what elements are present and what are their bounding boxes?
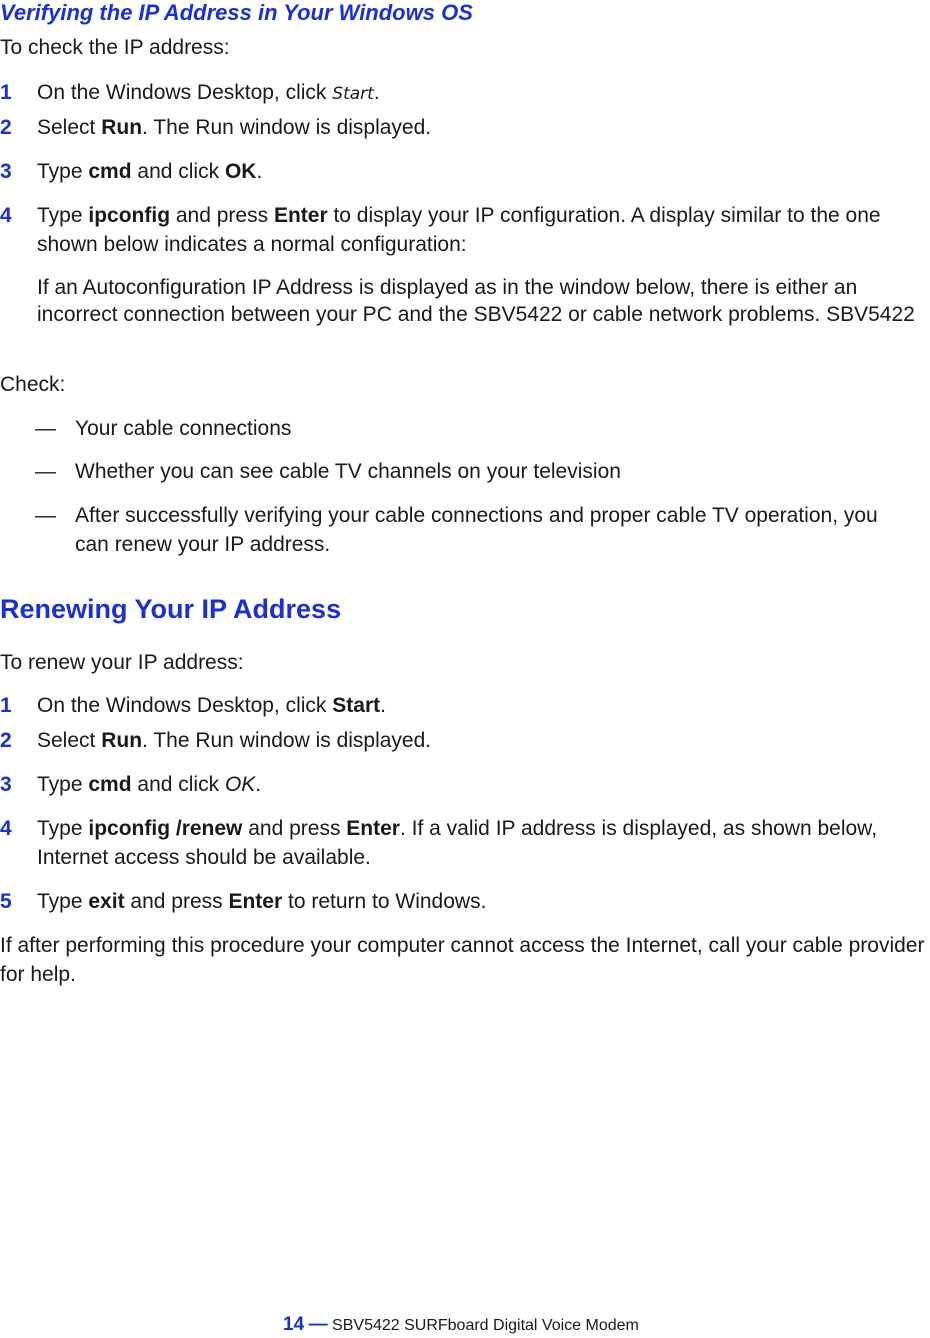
step-number: 2 (0, 729, 12, 752)
page-footer (283, 1315, 639, 1336)
autoconfig-note: If an Autoconfiguration IP Address is displayed as in the window below, there is either an incorrect connection between your PC and the SBV5422 or cable network problems. SBV5422 (37, 276, 915, 326)
step-item: 2 Select Run. The Run window is displayed. (0, 726, 930, 755)
step-item: 1 On the Windows Desktop, click Start. (0, 78, 930, 109)
section-title-verifying: Verifying the IP Address in Your Windows OS (0, 0, 473, 25)
start-label: Start (332, 84, 374, 104)
step-number: 5 (0, 890, 12, 913)
footer-title: SBV5422 SURFboard Digital Voice Modem (332, 1317, 639, 1334)
step-number: 1 (0, 694, 12, 717)
check-label: Check: (0, 373, 66, 396)
step-number: 2 (0, 116, 12, 139)
step-number: 4 (0, 817, 12, 840)
step-item: 5 Type exit and press Enter to return to Windows. (0, 887, 930, 916)
step-number: 4 (0, 204, 12, 227)
closing-paragraph: If after performing this procedure your computer cannot access the Internet, call your cable provider for help. (0, 934, 925, 986)
step-item: 1 On the Windows Desktop, click Start. (0, 691, 930, 720)
step-item: 2 Select Run. The Run window is displayed. (0, 113, 930, 142)
step-item: 4 Type ipconfig /renew and press Enter. If a valid IP address is displayed, as shown below, Internet access should be available. (0, 814, 880, 872)
step-item: 4 Type ipconfig and press Enter to display your IP configuration. A display similar to the one shown below indicates a normal configuration: (0, 201, 890, 259)
section-intro: To renew your IP address: (0, 651, 244, 674)
step-number: 1 (0, 81, 12, 104)
section-intro: To check the IP address: (0, 36, 230, 59)
step-number: 3 (0, 160, 12, 183)
section-title-renewing: Renewing Your IP Address (0, 594, 342, 624)
footer-separator: — (308, 1314, 328, 1335)
page: Verifying the IP Address in Your Windows OS To check the IP address: 1 On the Windows Desktop, click Start. 2 Select Run. The Run window is displayed. 3 Type cmd and click OK. 4 Type ipconfig and press Enter to display your IP configuration. A display similar to the one shown below indicates a normal configuration: If an Autoconfiguration IP Address is displayed as in the window below, there is either an incorrect connection between your PC and the SBV5422 or cable network problems. SBV5422 Check: — Your cable connections — Whether you can see cable TV channels on your television — After successfully verifying your cable connections and proper cable TV operation, you can renew your IP address. Renewing Your IP Address To renew your IP address: 1 On the Windows Desktop, click Start. 2 Select Run. The Run window is displayed. 3 Type cmd and click OK. 4 Type ipconfig /renew and press Enter. If a valid IP address is displayed, as shown below, Internet access should be available. 5 Type exit and press Enter to return to Windows. If after performing this procedure your computer cannot access the Internet, call your cable provider for help. 14 — SBV5422 SURFboard Digital Voice Modem (0, 0, 930, 1338)
step-number: 3 (0, 773, 12, 796)
page-number: 14 (283, 1314, 305, 1335)
step-item: 3 Type cmd and click OK. (0, 157, 930, 186)
step-item: 3 Type cmd and click OK. (0, 770, 930, 799)
